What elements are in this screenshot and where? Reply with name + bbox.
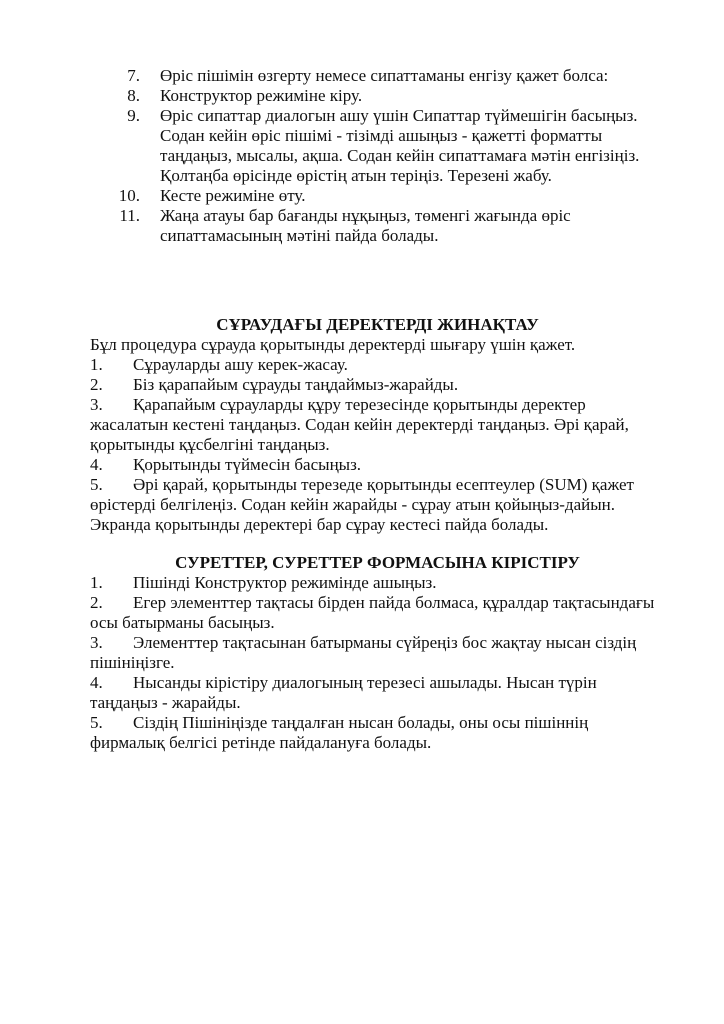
list-item-text: Сұрауларды ашу керек-жасау.: [133, 355, 348, 374]
list-item-number: 3.: [90, 633, 103, 652]
list-item: [90, 355, 710, 375]
text-line: фирмалық белгісі ретінде пайдалануға болады.: [90, 733, 432, 752]
text-line: осы батырманы басыңыз.: [90, 613, 275, 632]
section-heading-pictures-insert: СУРЕТТЕР, СУРЕТТЕР ФОРМАСЫНА КІРІСТІРУ: [175, 553, 580, 572]
text-line: өрістерді белгілеңіз. Содан кейін жарайды - сұрау атын қойыңыз-дайын.: [90, 495, 615, 514]
text-line: Жаңа атауы бар бағанды нұқыңыз, төменгі жағында өріс: [160, 206, 571, 225]
list-item: [90, 593, 710, 613]
numbered-list-pictures-insert: [90, 573, 710, 753]
list-item: [90, 86, 710, 106]
list-item: [90, 713, 710, 733]
list-item: [90, 673, 710, 693]
list-item-number: 5.: [90, 713, 103, 732]
list-item-text: Нысанды кірістіру диалогының терезесі ашылады. Нысан түрін: [133, 673, 597, 692]
list-item-number: 2.: [90, 375, 103, 394]
text-line: жасалатын кестені таңдаңыз. Содан кейін деректерді таңдаңыз. Әрі қарай,: [90, 415, 629, 434]
list-item-number: 4.: [90, 673, 103, 692]
list-item-number: 1.: [90, 355, 103, 374]
list-item-text: Пішінді Конструктор режимінде ашыңыз.: [133, 573, 437, 592]
list-item-text: [140, 186, 305, 206]
list-item: [90, 573, 710, 593]
list-item-text: Әрі қарай, қорытынды терезеде қорытынды есептеулер (SUM) қажет: [133, 475, 634, 494]
list-item: [90, 66, 710, 86]
list-item-text: Біз қарапайым сұрауды таңдаймыз-жарайды.: [133, 375, 459, 394]
document-content: [90, 66, 710, 753]
text-line: Қолтаңба өрісінде өрістің атын теріңіз. Терезені жабу.: [160, 166, 552, 185]
list-item-text: [140, 206, 571, 246]
list-item: [90, 475, 710, 495]
list-item-number: 10.: [118, 186, 140, 205]
list-item-number: 2.: [90, 593, 103, 612]
list-item-text: Элементтер тақтасынан батырманы сүйреңіз бос жақтау нысан сіздің: [133, 633, 637, 652]
list-item-text: Егер элементтер тақтасы бірден пайда болмаса, құралдар тақтасындағы: [133, 593, 655, 612]
text-line: Конструктор режиміне кіру.: [160, 86, 363, 105]
query-section-intro: Бұл процедура сұрауда қорытынды деректерді шығару үшін қажет.: [90, 335, 576, 354]
list-item-text: Сіздің Пішініңізде таңдалған нысан болады, оны осы пішіннің: [133, 713, 589, 732]
list-item-number: 5.: [90, 475, 103, 494]
list-item-number: 7.: [127, 66, 140, 85]
numbered-list-query-totals: [90, 355, 710, 535]
list-item-number: 11.: [119, 206, 140, 225]
text-line: сипаттамасының мәтіні пайда болады.: [160, 226, 439, 245]
list-item-number: 8.: [127, 86, 140, 105]
text-line: таңдаңыз - жарайды.: [90, 693, 241, 712]
list-item-number: 1.: [90, 573, 103, 592]
list-item: [90, 395, 710, 415]
text-line: Содан кейін өріс пішімі - тізімді ашыңыз - қажетті форматты: [160, 126, 603, 145]
text-line: пішініңізге.: [90, 653, 175, 672]
text-line: Өріс пішімін өзгерту немесе сипаттаманы енгізу қажет болса:: [160, 66, 609, 85]
list-item: [90, 455, 710, 475]
list-item: [90, 106, 710, 186]
list-item-text: [140, 106, 639, 186]
text-line: Өріс сипаттар диалогын ашу үшін Сипаттар түймешігін басыңыз.: [160, 106, 638, 125]
text-line: таңдаңыз, мысалы, ақша. Содан кейін сипаттамаға мәтін енгізіңіз.: [160, 146, 640, 165]
list-item-text: Қорытынды түймесін басыңыз.: [133, 455, 362, 474]
list-item: [90, 375, 710, 395]
text-line: қорытынды құсбелгіні таңдаңыз.: [90, 435, 330, 454]
list-item-number: 4.: [90, 455, 103, 474]
text-line: Кесте режиміне өту.: [160, 186, 306, 205]
section-heading-query-totals: СҰРАУДАҒЫ ДЕРЕКТЕРДІ ЖИНАҚТАУ: [216, 315, 539, 334]
list-item-text: [140, 86, 362, 106]
list-item: [90, 186, 710, 206]
text-line: Экранда қорытынды деректері бар сұрау кестесі пайда болады.: [90, 515, 549, 534]
list-item: [90, 633, 710, 653]
list-item-number: 3.: [90, 395, 103, 414]
list-item: [90, 206, 710, 246]
list-item-text: [140, 66, 608, 86]
numbered-list-field-format: [90, 66, 710, 246]
list-item-number: 9.: [127, 106, 140, 125]
list-item-text: Қарапайым сұрауларды құру терезесінде қорытынды деректер: [133, 395, 586, 414]
